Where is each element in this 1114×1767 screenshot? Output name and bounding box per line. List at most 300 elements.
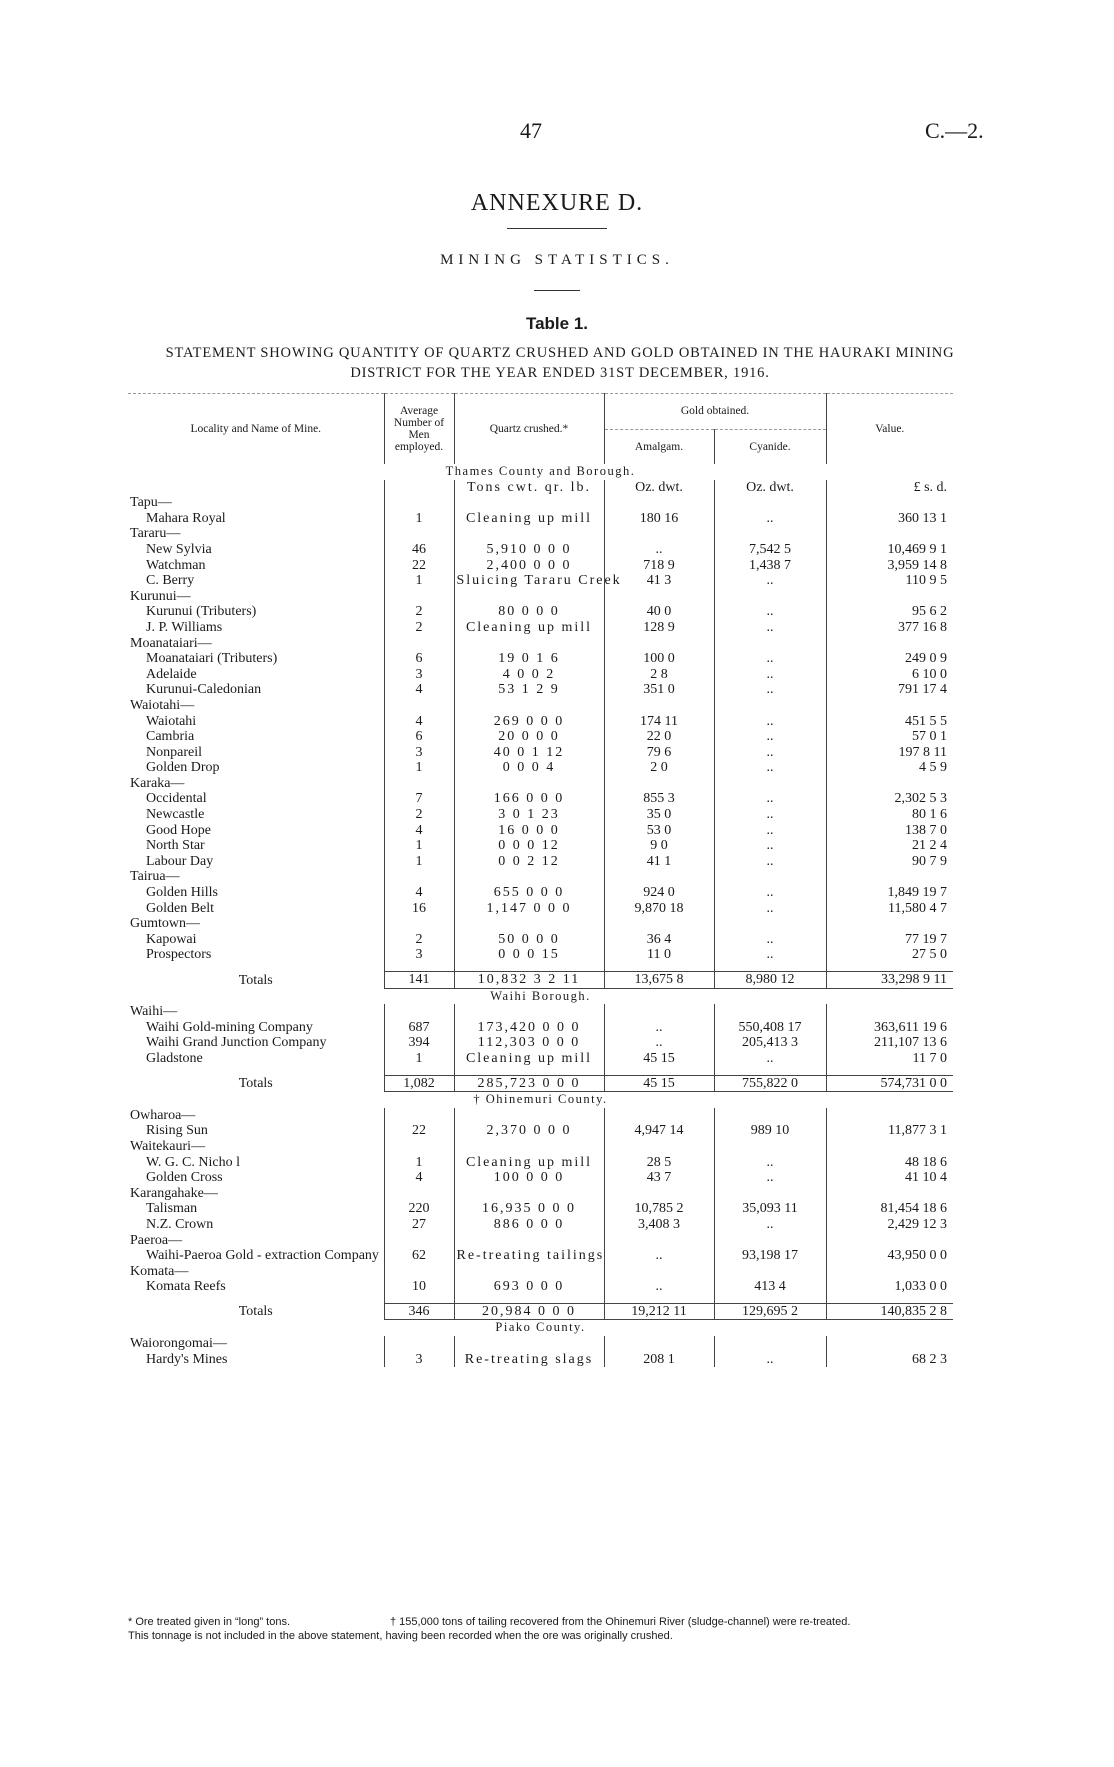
amalgam-header: Amalgam. bbox=[604, 429, 714, 464]
men-employed: 3 bbox=[384, 667, 454, 683]
amalgam-gold: 855 3 bbox=[604, 791, 714, 807]
locality-group-row bbox=[128, 869, 953, 885]
cyanide-gold: .. bbox=[714, 1051, 826, 1067]
value: 43,950 0 0 bbox=[826, 1248, 953, 1264]
quartz-crushed: 5,910 0 0 0 bbox=[454, 542, 604, 558]
mine-name bbox=[128, 573, 384, 589]
men-employed: 1 bbox=[384, 760, 454, 776]
value: 1,033 0 0 bbox=[826, 1279, 953, 1295]
value: 1,849 19 7 bbox=[826, 885, 953, 901]
mine-row bbox=[128, 558, 953, 574]
mine-name-text: North Star bbox=[146, 838, 205, 854]
cyanide-gold: .. bbox=[714, 807, 826, 823]
amalgam-gold: 41 1 bbox=[604, 854, 714, 870]
cyanide-gold: .. bbox=[714, 651, 826, 667]
value: 21 2 4 bbox=[826, 838, 953, 854]
locality-header: Locality and Name of Mine. bbox=[128, 394, 384, 465]
amalgam-gold: 2 8 bbox=[604, 667, 714, 683]
amalgam-gold: 53 0 bbox=[604, 823, 714, 839]
mine-name bbox=[128, 1201, 384, 1217]
mine-name bbox=[128, 729, 384, 745]
value: 81,454 18 6 bbox=[826, 1201, 953, 1217]
mine-name-text: Watchman bbox=[146, 557, 206, 573]
quartz-crushed: 4 0 0 2 bbox=[454, 667, 604, 683]
cyanide-units: Oz. dwt. bbox=[714, 480, 826, 496]
men-employed: 4 bbox=[384, 1170, 454, 1186]
table-body bbox=[128, 464, 953, 1367]
amalgam-gold: 208 1 bbox=[604, 1352, 714, 1368]
mine-name bbox=[128, 620, 384, 636]
table-header bbox=[128, 394, 953, 465]
locality-group-row bbox=[128, 589, 953, 605]
mine-name-text: Golden Drop bbox=[146, 760, 220, 776]
mine-name-text: Waiotahi bbox=[146, 713, 197, 729]
amalgam-gold: 22 0 bbox=[604, 729, 714, 745]
mine-name-text: Moanataiari (Tributers) bbox=[146, 651, 278, 667]
locality-group-row bbox=[128, 916, 953, 932]
amalgam-gold: 36 4 bbox=[604, 932, 714, 948]
mine-row bbox=[128, 651, 953, 667]
totals-quartz: 10,832 3 2 11 bbox=[454, 972, 604, 989]
totals-value: 140,835 2 8 bbox=[826, 1303, 953, 1320]
locality-group-row bbox=[128, 1186, 953, 1202]
mine-row bbox=[128, 932, 953, 948]
cyanide-gold: .. bbox=[714, 838, 826, 854]
quartz-units: Tons cwt. qr. lb. bbox=[454, 480, 604, 496]
locality-name: Owharoa— bbox=[130, 1107, 196, 1123]
value: 451 5 5 bbox=[826, 714, 953, 730]
totals-amalgam: 13,675 8 bbox=[604, 972, 714, 989]
cyanide-gold: .. bbox=[714, 682, 826, 698]
locality-name: Karangahake— bbox=[130, 1185, 218, 1201]
mine-row bbox=[128, 573, 953, 589]
mine-row bbox=[128, 1123, 953, 1139]
quartz-crushed: 0 0 0 15 bbox=[454, 947, 604, 963]
mine-name-text: Gladstone bbox=[146, 1050, 203, 1066]
mine-row bbox=[128, 823, 953, 839]
locality-name: Waihi— bbox=[130, 1004, 178, 1020]
cyanide-header: Cyanide. bbox=[714, 429, 826, 464]
cyanide-gold: 93,198 17 bbox=[714, 1248, 826, 1264]
men-employed: 1 bbox=[384, 573, 454, 589]
locality-name: Paeroa— bbox=[130, 1232, 183, 1248]
mine-name-text: Rising Sun bbox=[146, 1123, 208, 1139]
mine-row bbox=[128, 807, 953, 823]
value: 360 13 1 bbox=[826, 511, 953, 527]
mine-row bbox=[128, 1051, 953, 1067]
mine-row bbox=[128, 511, 953, 527]
amalgam-gold: 100 0 bbox=[604, 651, 714, 667]
men-employed: 3 bbox=[384, 1352, 454, 1368]
locality-group-row bbox=[128, 1264, 953, 1280]
totals-quartz: 20,984 0 0 0 bbox=[454, 1303, 604, 1320]
mine-name bbox=[128, 947, 384, 963]
mine-row bbox=[128, 1020, 953, 1036]
mine-name bbox=[128, 682, 384, 698]
units-row bbox=[128, 480, 953, 496]
mine-row bbox=[128, 1035, 953, 1051]
amalgam-gold: .. bbox=[604, 1020, 714, 1036]
value: 791 17 4 bbox=[826, 682, 953, 698]
quartz-crushed: 53 1 2 9 bbox=[454, 682, 604, 698]
amalgam-gold: 718 9 bbox=[604, 558, 714, 574]
mine-name-text: Cambria bbox=[146, 729, 195, 745]
men-employed: 4 bbox=[384, 885, 454, 901]
divider bbox=[507, 228, 607, 229]
men-employed: 1 bbox=[384, 1155, 454, 1171]
cyanide-gold: .. bbox=[714, 1352, 826, 1368]
section-title-row bbox=[128, 1092, 953, 1108]
mine-name-text: Newcastle bbox=[146, 807, 205, 823]
totals-amalgam: 19,212 11 bbox=[604, 1303, 714, 1320]
men-employed: 1 bbox=[384, 1051, 454, 1067]
quartz-crushed: 886 0 0 0 bbox=[454, 1217, 604, 1233]
cyanide-gold: 413 4 bbox=[714, 1279, 826, 1295]
locality-group-row bbox=[128, 1233, 953, 1249]
mine-name bbox=[128, 604, 384, 620]
value: 110 9 5 bbox=[826, 573, 953, 589]
quartz-crushed: 19 0 1 6 bbox=[454, 651, 604, 667]
mine-name-text: Talisman bbox=[146, 1201, 198, 1217]
mine-name bbox=[128, 885, 384, 901]
quartz-header: Quartz crushed.* bbox=[454, 394, 604, 465]
men-employed: 10 bbox=[384, 1279, 454, 1295]
mine-row bbox=[128, 854, 953, 870]
value: 197 8 11 bbox=[826, 745, 953, 761]
mine-row bbox=[128, 947, 953, 963]
cyanide-gold: 989 10 bbox=[714, 1123, 826, 1139]
mine-row bbox=[128, 1352, 953, 1368]
section-title: † Ohinemuri County. bbox=[473, 1092, 608, 1107]
mine-name-text: Mahara Royal bbox=[146, 510, 226, 526]
cyanide-gold: .. bbox=[714, 854, 826, 870]
totals-row bbox=[128, 1075, 953, 1092]
mine-name-text: Golden Cross bbox=[146, 1170, 223, 1186]
value: 80 1 6 bbox=[826, 807, 953, 823]
mine-name bbox=[128, 745, 384, 761]
totals-men: 1,082 bbox=[384, 1075, 454, 1092]
value: 57 0 1 bbox=[826, 729, 953, 745]
mine-name bbox=[128, 667, 384, 683]
mine-name bbox=[128, 1035, 384, 1051]
mine-name bbox=[128, 760, 384, 776]
value: 90 7 9 bbox=[826, 854, 953, 870]
amalgam-gold: 41 3 bbox=[604, 573, 714, 589]
totals-row bbox=[128, 972, 953, 989]
mine-row bbox=[128, 1201, 953, 1217]
mine-row bbox=[128, 745, 953, 761]
value: 3,959 14 8 bbox=[826, 558, 953, 574]
men-employed: 6 bbox=[384, 651, 454, 667]
divider bbox=[534, 290, 580, 291]
locality-name: Waitekauri— bbox=[130, 1138, 206, 1154]
quartz-crushed: 1,147 0 0 0 bbox=[454, 901, 604, 917]
value: 211,107 13 6 bbox=[826, 1035, 953, 1051]
quartz-crushed: Cleaning up mill bbox=[454, 620, 604, 636]
locality-name: Tararu— bbox=[130, 526, 181, 542]
mine-name-text: Occidental bbox=[146, 791, 207, 807]
locality-group-row bbox=[128, 1336, 953, 1352]
locality-group-row bbox=[128, 1004, 953, 1020]
amalgam-gold: 4,947 14 bbox=[604, 1123, 714, 1139]
amalgam-gold: 128 9 bbox=[604, 620, 714, 636]
locality-name: Gumtown— bbox=[130, 916, 200, 932]
quartz-crushed: 16 0 0 0 bbox=[454, 823, 604, 839]
totals-label: Totals bbox=[238, 1076, 273, 1092]
quartz-crushed: 50 0 0 0 bbox=[454, 932, 604, 948]
men-employed: 22 bbox=[384, 558, 454, 574]
quartz-crushed: 655 0 0 0 bbox=[454, 885, 604, 901]
spacer-row bbox=[128, 963, 953, 972]
caption-line-2: DISTRICT FOR THE YEAR ENDED 31ST DECEMBER, 1916. bbox=[350, 365, 770, 381]
mine-row bbox=[128, 885, 953, 901]
totals-men: 346 bbox=[384, 1303, 454, 1320]
cyanide-gold: 550,408 17 bbox=[714, 1020, 826, 1036]
table-caption bbox=[120, 343, 1000, 383]
mine-name-text: Kurunui (Tributers) bbox=[146, 604, 257, 620]
mine-name-text: Nonpareil bbox=[146, 744, 202, 760]
table-title: Table 1. bbox=[525, 314, 589, 333]
mine-row bbox=[128, 1248, 953, 1264]
totals-cyanide: 129,695 2 bbox=[714, 1303, 826, 1320]
value: 249 0 9 bbox=[826, 651, 953, 667]
amalgam-gold: .. bbox=[604, 1279, 714, 1295]
mine-row bbox=[128, 1217, 953, 1233]
mine-name bbox=[128, 1217, 384, 1233]
cyanide-gold: 35,093 11 bbox=[714, 1201, 826, 1217]
mine-name bbox=[128, 823, 384, 839]
amalgam-gold: 11 0 bbox=[604, 947, 714, 963]
cyanide-gold: .. bbox=[714, 714, 826, 730]
mine-name-text: New Sylvia bbox=[146, 541, 212, 557]
amalgam-gold: .. bbox=[604, 1035, 714, 1051]
value: 10,469 9 1 bbox=[826, 542, 953, 558]
value: 138 7 0 bbox=[826, 823, 953, 839]
amalgam-gold: 28 5 bbox=[604, 1155, 714, 1171]
amalgam-gold: .. bbox=[604, 1248, 714, 1264]
amalgam-gold: 10,785 2 bbox=[604, 1201, 714, 1217]
quartz-crushed: 166 0 0 0 bbox=[454, 791, 604, 807]
section-title: Thames County and Borough. bbox=[445, 464, 636, 478]
men-employed: 2 bbox=[384, 604, 454, 620]
amalgam-gold: 9,870 18 bbox=[604, 901, 714, 917]
men-employed: 687 bbox=[384, 1020, 454, 1036]
annexure-heading: ANNEXURE D. bbox=[470, 190, 644, 216]
mine-row bbox=[128, 1170, 953, 1186]
mine-name-text: C. Berry bbox=[146, 573, 195, 589]
quartz-crushed: 40 0 1 12 bbox=[454, 745, 604, 761]
cyanide-gold: 7,542 5 bbox=[714, 542, 826, 558]
men-employed: 7 bbox=[384, 791, 454, 807]
mine-name bbox=[128, 714, 384, 730]
mine-row bbox=[128, 729, 953, 745]
mine-row bbox=[128, 714, 953, 730]
men-employed: 1 bbox=[384, 838, 454, 854]
mine-name bbox=[128, 542, 384, 558]
mine-name bbox=[128, 838, 384, 854]
men-employed: 6 bbox=[384, 729, 454, 745]
mine-row bbox=[128, 1155, 953, 1171]
mine-name-text: Komata Reefs bbox=[146, 1279, 226, 1295]
locality-group-row bbox=[128, 776, 953, 792]
quartz-crushed: 0 0 2 12 bbox=[454, 854, 604, 870]
value: 68 2 3 bbox=[826, 1352, 953, 1368]
totals-quartz: 285,723 0 0 0 bbox=[454, 1075, 604, 1092]
quartz-crushed: Re-treating tailings bbox=[454, 1248, 604, 1264]
totals-men: 141 bbox=[384, 972, 454, 989]
locality-group-row bbox=[128, 1139, 953, 1155]
value: 77 19 7 bbox=[826, 932, 953, 948]
locality-group-row bbox=[128, 636, 953, 652]
locality-name: Kurunui— bbox=[130, 588, 191, 604]
quartz-crushed: 173,420 0 0 0 bbox=[454, 1020, 604, 1036]
men-employed: 394 bbox=[384, 1035, 454, 1051]
cyanide-gold: 1,438 7 bbox=[714, 558, 826, 574]
quartz-crushed: 16,935 0 0 0 bbox=[454, 1201, 604, 1217]
mine-name bbox=[128, 901, 384, 917]
value: 377 16 8 bbox=[826, 620, 953, 636]
amalgam-gold: 2 0 bbox=[604, 760, 714, 776]
mine-name bbox=[128, 558, 384, 574]
mine-name bbox=[128, 1248, 384, 1264]
mine-name-text: J. P. Williams bbox=[146, 619, 223, 635]
mine-name-text: Waihi Grand Junction Company bbox=[146, 1035, 327, 1051]
men-employed: 4 bbox=[384, 682, 454, 698]
cyanide-gold: .. bbox=[714, 604, 826, 620]
mine-name-text: W. G. C. Nicho l bbox=[146, 1154, 240, 1170]
totals-cyanide: 755,822 0 bbox=[714, 1075, 826, 1092]
men-employed: 220 bbox=[384, 1201, 454, 1217]
cyanide-gold: .. bbox=[714, 1170, 826, 1186]
value: 95 6 2 bbox=[826, 604, 953, 620]
mine-row bbox=[128, 604, 953, 620]
mine-name bbox=[128, 511, 384, 527]
locality-group-row bbox=[128, 698, 953, 714]
mine-name bbox=[128, 1155, 384, 1171]
mine-row bbox=[128, 838, 953, 854]
mine-name bbox=[128, 1020, 384, 1036]
quartz-crushed: Re-treating slags bbox=[454, 1352, 604, 1368]
men-employed: 62 bbox=[384, 1248, 454, 1264]
totals-cyanide: 8,980 12 bbox=[714, 972, 826, 989]
amalgam-gold: 351 0 bbox=[604, 682, 714, 698]
mining-statistics-table bbox=[128, 393, 953, 1367]
cyanide-gold: .. bbox=[714, 823, 826, 839]
value: 2,302 5 3 bbox=[826, 791, 953, 807]
quartz-crushed: 100 0 0 0 bbox=[454, 1170, 604, 1186]
mine-row bbox=[128, 791, 953, 807]
cyanide-gold: .. bbox=[714, 1155, 826, 1171]
men-employed: 2 bbox=[384, 807, 454, 823]
cyanide-gold: 205,413 3 bbox=[714, 1035, 826, 1051]
men-employed: 2 bbox=[384, 620, 454, 636]
men-employed: 3 bbox=[384, 745, 454, 761]
quartz-crushed: Cleaning up mill bbox=[454, 511, 604, 527]
quartz-crushed: Cleaning up mill bbox=[454, 1051, 604, 1067]
section-title-row bbox=[128, 464, 953, 480]
quartz-crushed: 20 0 0 0 bbox=[454, 729, 604, 745]
men-employed: 4 bbox=[384, 714, 454, 730]
mine-name-text: Kapowai bbox=[146, 931, 197, 947]
amalgam-gold: 180 16 bbox=[604, 511, 714, 527]
locality-group-row bbox=[128, 495, 953, 511]
amalgam-gold: 924 0 bbox=[604, 885, 714, 901]
cyanide-gold: .. bbox=[714, 745, 826, 761]
spacer-row bbox=[128, 1067, 953, 1076]
mine-name-text: N.Z. Crown bbox=[146, 1216, 214, 1232]
mine-row bbox=[128, 1279, 953, 1295]
quartz-crushed: 693 0 0 0 bbox=[454, 1279, 604, 1295]
totals-value: 574,731 0 0 bbox=[826, 1075, 953, 1092]
men-employed: 1 bbox=[384, 854, 454, 870]
men-employed: 3 bbox=[384, 947, 454, 963]
quartz-crushed: 112,303 0 0 0 bbox=[454, 1035, 604, 1051]
quartz-crushed: 0 0 0 4 bbox=[454, 760, 604, 776]
caption-line-1: STATEMENT SHOWING QUANTITY OF QUARTZ CRUSHED AND GOLD OBTAINED IN THE HAURAKI MINING bbox=[165, 345, 955, 361]
locality-name: Tapu— bbox=[130, 495, 172, 511]
locality-group-row bbox=[128, 1108, 953, 1124]
amalgam-gold: 43 7 bbox=[604, 1170, 714, 1186]
men-employed: 2 bbox=[384, 932, 454, 948]
quartz-crushed: 0 0 0 12 bbox=[454, 838, 604, 854]
mine-name-text: Kurunui-Caledonian bbox=[146, 682, 262, 698]
amalgam-gold: 3,408 3 bbox=[604, 1217, 714, 1233]
value: 2,429 12 3 bbox=[826, 1217, 953, 1233]
amalgam-gold: 174 11 bbox=[604, 714, 714, 730]
page-number: 47 bbox=[520, 118, 542, 143]
value: 4 5 9 bbox=[826, 760, 953, 776]
locality-group-row bbox=[128, 526, 953, 542]
mine-name-text: Golden Hills bbox=[146, 885, 218, 901]
amalgam-gold: .. bbox=[604, 542, 714, 558]
locality-name: Waiotahi— bbox=[130, 697, 195, 713]
amalgam-gold: 35 0 bbox=[604, 807, 714, 823]
men-employed: 46 bbox=[384, 542, 454, 558]
mine-name bbox=[128, 807, 384, 823]
quartz-crushed: Cleaning up mill bbox=[454, 1155, 604, 1171]
mine-name-text: Labour Day bbox=[146, 853, 214, 869]
mine-name-text: Hardy's Mines bbox=[146, 1351, 228, 1367]
amalgam-units: Oz. dwt. bbox=[604, 480, 714, 496]
mine-name-text: Waihi-Paeroa Gold - extraction Company bbox=[146, 1248, 379, 1264]
mine-name-text: Golden Belt bbox=[146, 900, 215, 916]
cyanide-gold: .. bbox=[714, 791, 826, 807]
quartz-crushed: 3 0 1 23 bbox=[454, 807, 604, 823]
locality-name: Waiorongomai— bbox=[130, 1336, 227, 1352]
men-employed: 16 bbox=[384, 901, 454, 917]
totals-value: 33,298 9 11 bbox=[826, 972, 953, 989]
value-units: £ s. d. bbox=[826, 480, 953, 496]
men-header: Average Number of Men employed. bbox=[384, 394, 454, 465]
locality-name: Komata— bbox=[130, 1263, 189, 1279]
men-employed: 27 bbox=[384, 1217, 454, 1233]
locality-name: Tairua— bbox=[130, 869, 180, 885]
cyanide-gold: .. bbox=[714, 885, 826, 901]
mine-name-text: Good Hope bbox=[146, 822, 211, 838]
mine-name-text: Adelaide bbox=[146, 666, 197, 682]
mine-name bbox=[128, 854, 384, 870]
quartz-crushed: Sluicing Tararu Creek bbox=[454, 573, 604, 589]
footnote-dagger: † 155,000 tons of tailing recovered from the Ohinemuri River (sludge-channel) were re-treated. bbox=[390, 1616, 851, 1628]
cyanide-gold: .. bbox=[714, 729, 826, 745]
men-employed: 22 bbox=[384, 1123, 454, 1139]
value-header: Value. bbox=[826, 394, 953, 465]
value: 48 18 6 bbox=[826, 1155, 953, 1171]
mine-name bbox=[128, 932, 384, 948]
men-employed: 1 bbox=[384, 511, 454, 527]
mine-name-text: Waihi Gold-mining Company bbox=[146, 1019, 313, 1035]
footnote-star: * Ore treated given in “long” tons. bbox=[128, 1616, 291, 1628]
